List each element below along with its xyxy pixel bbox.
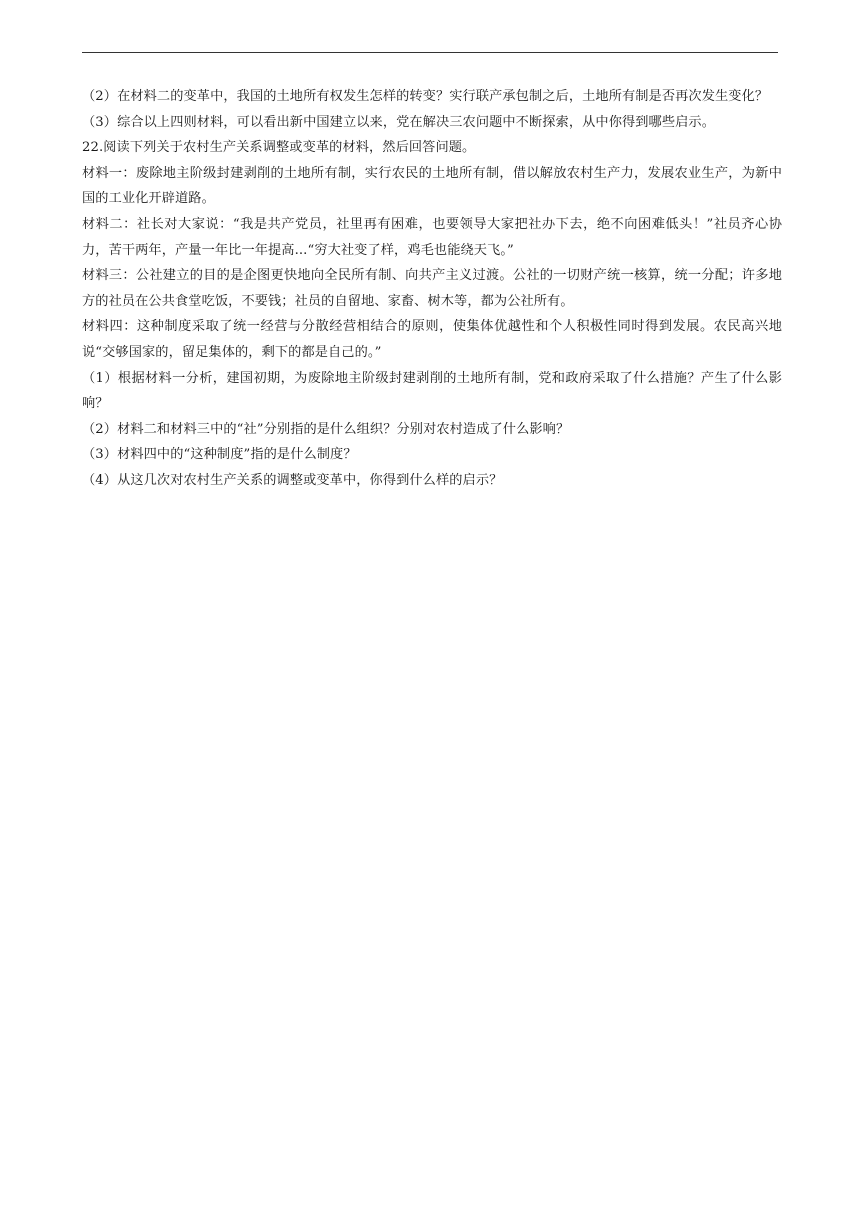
header-divider	[82, 52, 778, 53]
material-2: 材料二：社长对大家说：“我是共产党员，社里再有困难，也要领导大家把社办下去，绝不向困难低头！”社员齐心协力，苦干两年，产量一年比一年提高...“穷大社变了样，鸡毛也能绕天飞。”	[82, 216, 782, 258]
material-1: 材料一：废除地主阶级封建剥削的土地所有制，实行农民的土地所有制，借以解放农村生产力，发展农业生产，为新中国的工业化开辟道路。	[82, 165, 782, 207]
question-3-prev: （3）综合以上四则材料，可以看出新中国建立以来，党在解决三农问题中不断探索，从中你得到哪些启示。	[82, 114, 715, 130]
question-2-prev: （2）在材料二的变革中，我国的土地所有权发生怎样的转变？实行联产承包制之后，土地所有制是否再次发生变化？	[82, 89, 769, 104]
sub-question-1: （1）根据材料一分析，建国初期，为废除地主阶级封建剥削的土地所有制，党和政府采取了什么措施？产生了什么影响？	[82, 370, 782, 412]
document-body	[82, 84, 782, 494]
material-3: 材料三：公社建立的目的是企图更快地向全民所有制、向共产主义过渡。公社的一切财产统一核算，统一分配；许多地方的社员在公共食堂吃饭，不要钱；社员的自留地、家畜、树木等，都为公社所有。	[82, 268, 782, 309]
question-22-heading: 22.阅读下列关于农村生产关系调整或变革的材料，然后回答问题。	[82, 140, 476, 156]
material-4: 材料四：这种制度采取了统一经营与分散经营相结合的原则，使集体优越性和个人积极性同时得到发展。农民高兴地说“交够国家的，留足集体的，剩下的都是自己的。”	[82, 319, 782, 360]
sub-question-2: （2）材料二和材料三中的“社”分别指的是什么组织？分别对农村造成了什么影响？	[82, 421, 570, 437]
sub-question-3: （3）材料四中的“这种制度”指的是什么制度？	[82, 447, 357, 463]
sub-question-4: （4）从这几次对农村生产关系的调整或变革中，你得到什么样的启示？	[82, 472, 503, 488]
